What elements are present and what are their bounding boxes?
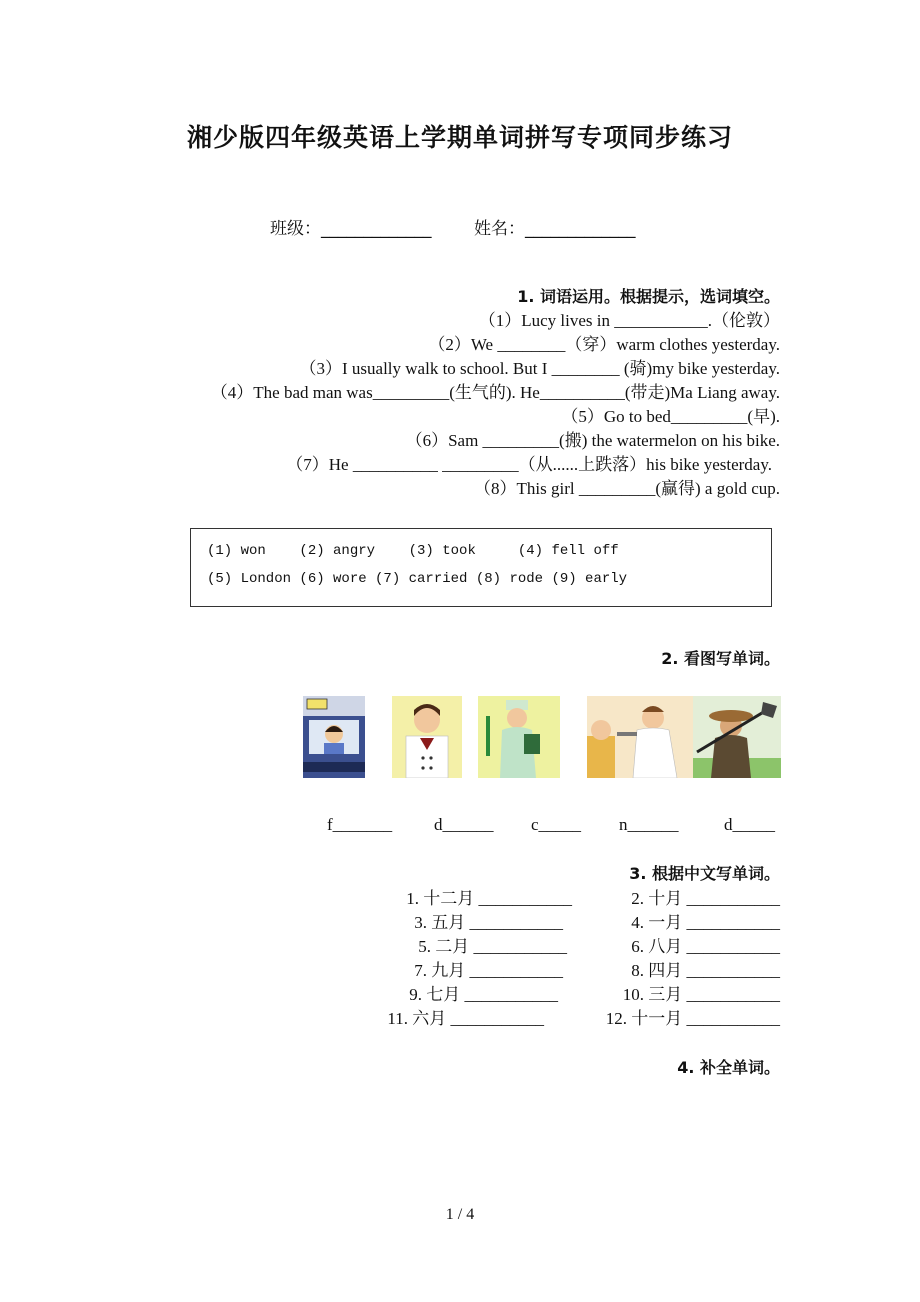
month-item: 11. 六月 ___________ bbox=[387, 1009, 544, 1028]
month-item: 6. 八月 ___________ bbox=[631, 937, 780, 956]
month-item: 12. 十一月 ___________ bbox=[605, 1009, 780, 1028]
month-item: 9. 七月 ___________ bbox=[409, 985, 558, 1004]
exercise-item: （5）Go to bed_________(早). bbox=[561, 407, 780, 426]
picture-word-blank: c_____ bbox=[531, 815, 582, 834]
page-number: 1 / 4 bbox=[445, 1206, 475, 1223]
section4-heading: 4. 补全单词。 bbox=[677, 1058, 780, 1077]
farmer-picture bbox=[693, 696, 781, 778]
exercise-item: （1）Lucy lives in ___________.（伦敦） bbox=[478, 311, 780, 330]
exercise-item: （3）I usually walk to school. But I ________ (骑)my bike yesterday. bbox=[299, 359, 780, 378]
month-item: 10. 三月 ___________ bbox=[622, 985, 780, 1004]
section2-heading: 2. 看图写单词。 bbox=[661, 649, 780, 668]
taxi-driver-picture bbox=[303, 696, 365, 778]
nurse-picture bbox=[478, 696, 560, 778]
picture-word-blank: f_______ bbox=[327, 815, 393, 834]
exercise-item: （2）We ________（穿）warm clothes yesterday. bbox=[428, 335, 780, 354]
month-item: 4. 一月 ___________ bbox=[631, 913, 780, 932]
word-bank-row: (5) London (6) wore (7) carried (8) rode (9) early bbox=[207, 571, 628, 587]
picture-word-blank: d_____ bbox=[724, 815, 775, 834]
exercise-item: （8）This girl _________(赢得) a gold cup. bbox=[474, 479, 780, 498]
month-item: 1. 十二月 ___________ bbox=[406, 889, 572, 908]
section1-heading: 1. 词语运用。根据提示，选词填空。 bbox=[517, 287, 780, 306]
section3-heading: 3. 根据中文写单词。 bbox=[629, 864, 780, 883]
month-item: 2. 十月 ___________ bbox=[631, 889, 780, 908]
exercise-item: （6）Sam _________(搬) the watermelon on his bike. bbox=[405, 431, 780, 450]
month-item: 3. 五月 ___________ bbox=[414, 913, 563, 932]
name-field: 姓名：_____________ bbox=[474, 219, 636, 239]
word-bank-box bbox=[190, 528, 772, 607]
exercise-item: （7）He __________ _________（从......上跌落）his bike yesterday. bbox=[286, 455, 772, 474]
doctor-picture bbox=[587, 696, 693, 778]
page-title: 湘少版四年级英语上学期单词拼写专项同步练习 bbox=[186, 123, 733, 152]
class-field: 班级：_____________ bbox=[270, 219, 432, 239]
exercise-item: （4）The bad man was_________(生气的). He__________(带走)Ma Liang away. bbox=[210, 383, 780, 402]
month-item: 7. 九月 ___________ bbox=[414, 961, 563, 980]
picture-word-blank: n______ bbox=[619, 815, 679, 834]
word-bank-row: (1) won (2) angry (3) took (4) fell off bbox=[207, 543, 619, 559]
chef-picture bbox=[392, 696, 462, 778]
month-item: 5. 二月 ___________ bbox=[418, 937, 567, 956]
month-item: 8. 四月 ___________ bbox=[631, 961, 780, 980]
picture-word-blank: d______ bbox=[434, 815, 494, 834]
